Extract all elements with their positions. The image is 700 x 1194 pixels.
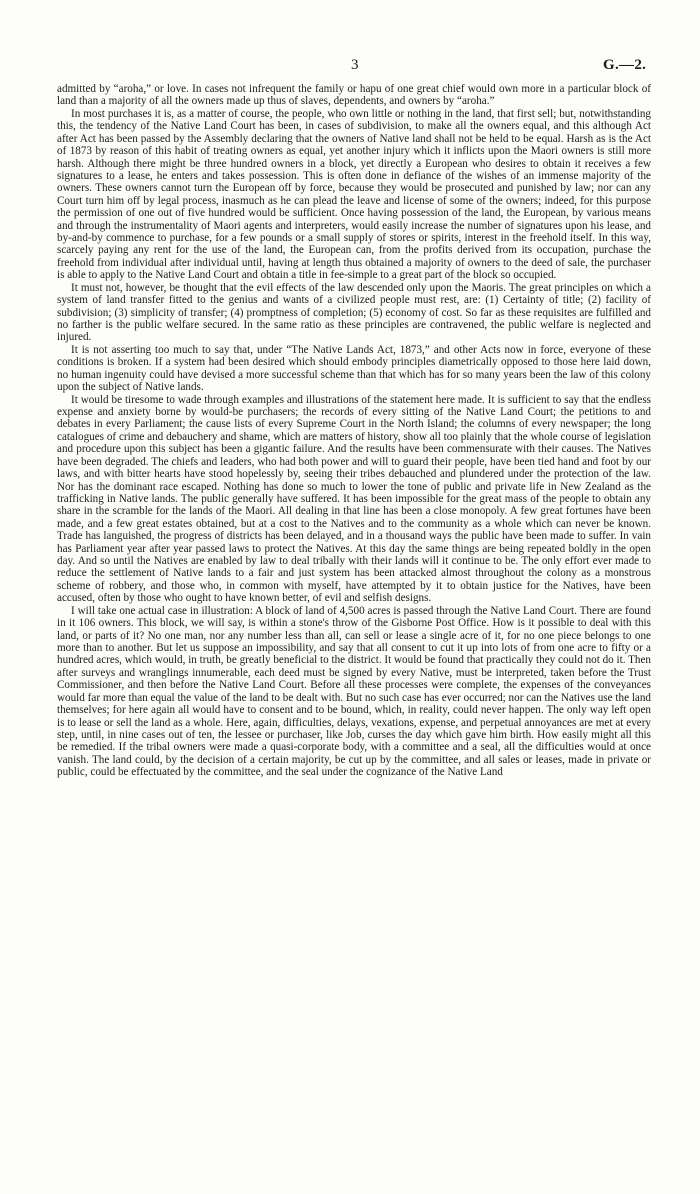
paragraph: In most purchases it is, as a matter of course, the people, who own little or nothing in the land, that first sell; but, notwithstanding this, the tendency of the Native Land Court has been, in cases of subdivision, to make all the owners equal, and this although Act after Act has been passed by the Assembly declaring that the owners of Native land shall not be held to be equal. Harsh as is the Act of 1873 by reason of this habit of treating owners as equal, yet another injury which it inflicts upon the Maori owners is still more harsh. Although there might be three hundred owners in a block, yet directly a European who desires to obtain it receives a few signatures to a lease, he enters and takes possession. This is often done in defiance of the wishes of an immense majority of the owners. These owners cannot turn the European off by force, because they would be prosecuted and punished by law; nor can any Court turn him off by legal process, inasmuch as he can plead the leave and license of some of the owners; indeed, for this purpose the permission of one out of five hundred would be sufficient. Once having possession of the land, the European, by various means and through the instrumentality of Maori agents and interpreters, would easily increase the number of signatures upon his lease, and by-and-by commence to purchase, for a few pounds or a small supply of stores or spirits, interest in the freehold itself. In this way, scarcely paying any rent for the use of the land, the European can, from the profits derived from its occupation, purchase the freehold from individual after individual until, having at length thus obtained a majority of owners to the deed of sale, the purchaser is able to apply to the Native Land Court and obtain a title in fee-simple to a great part of the block so occupied. [57, 107, 651, 282]
paragraph-continued: admitted by “aroha,” or love. In cases not infrequent the family or hapu of one great chief would own more in a particular block of land than a majority of all the owners made up thus of slaves, dependents, and owners by “aroha.” [57, 83, 651, 108]
paragraph: It would be tiresome to wade through examples and illustrations of the statement here made. It is sufficient to say that the endless expense and anxiety borne by would-be purchasers; the records of every sitting of the Native Land Court; the petitions to and debates in every Parliament; the cause lists of every Supreme Court in the North Island; the columns of every newspaper; the long catalogues of crime and debauchery and shame, which are matters of history, show all too plainly that the whole course of legislation and procedure upon this subject has been a gigantic failure. And the results have been commensurate with their causes. The Natives have been degraded. The chiefs and leaders, who had both power and will to guard their people, have been tied hand and foot by our laws, and with bitter hearts have stood hopelessly by, seeing their tribes debauched and plundered under the protection of the law. Nor has the dominant race escaped. Nothing has done so much to lower the tone of public and private life in New Zealand as the trafficking in Native lands. The public generally have suffered. It has been impossible for the great mass of the people to obtain any share in the scramble for the lands of the Maori. All dealing in that line has been a close monopoly. A few great fortunes have been made, and a few great estates obtained, but at a cost to the Natives and to the community as a whole which can never be known. Trade has languished, the progress of districts has been delayed, and in a thousand ways the public have been made to suffer. In vain has Parliament year after year passed laws to protect the Natives. At this day the same things are being repeated boldly in the open day. And so until the Natives are enabled by law to deal tribally with their lands will it continue to be. The only effort ever made to reduce the settlement of Native lands to a fair and just system has been attacked almost throughout the colony as a monstrous scheme of robbery, and those who, in common with myself, have attempted by it to obtain justice for the Natives, have been accused, often by those who ought to have known better, of evil and selfish designs. [57, 393, 651, 605]
page-header [0, 57, 700, 81]
paragraph: It is not asserting too much to say that, under “The Native Lands Act, 1873,” and other Acts now in force, everyone of these conditions is broken. If a system had been desired which should embody principles diametrically opposed to those here laid down, no human ingenuity could have devised a more successful scheme than that which has for so many years been the law of this colony upon the subject of Native lands. [57, 343, 651, 394]
body-text [57, 83, 651, 779]
paragraph: I will take one actual case in illustration: A block of land of 4,500 acres is passed through the Native Land Court. There are found in it 106 owners. This block, we will say, is within a stone's throw of the Gisborne Post Office. How is it possible to deal with this land, or parts of it? No one man, nor any number less than all, can sell or lease a single acre of it, for no one piece belongs to one more than to another. But let us suppose an impossibility, and say that all consent to cut it up into lots of from one acre to fifty or a hundred acres, which would, in truth, be greatly beneficial to the district. It would be found that practically they could not do it. Then after surveys and wranglings innumerable, each deed must be signed by every Native, must be interpreted, taken before the Trust Commissioner, and then before the Native Land Court. Before all these processes were complete, the expenses of the conveyances would far more than equal the value of the land to be dealt with. But no such case has ever occurred; nor can the Natives use the land themselves; for here again all would have to consent and to be bound, which, in reality, could never happen. The only way left open is to lease or sell the land as a whole. Here, again, difficulties, delays, vexations, expense, and perpetual annoyances are met at every step, until, in nine cases out of ten, the lessee or purchaser, like Job, curses the day which gave him birth. How easily might all this be remedied. If the tribal owners were made a quasi-corporate body, with a committee and a seal, all the difficulties would at once vanish. The land could, by the decision of a certain majority, be cut up by the committee, and all sales or leases, made in private or public, could be effectuated by the committee, and the seal under the cognizance of the Native Land [57, 604, 651, 779]
document-reference: G.—2. [603, 57, 647, 73]
page-number: 3 [351, 57, 359, 73]
paragraph: It must not, however, be thought that the evil effects of the law descended only upon the Maoris. The great principles on which a system of land transfer fitted to the genius and wants of a civilized people must rest, are: (1) Certainty of title; (2) facility of subdivision; (3) simplicity of transfer; (4) promptness of completion; (5) economy of cost. So far as these requisites are fulfilled and no farther is the public welfare secured. In the same ratio as these principles are contravened, the public welfare is neglected and injured. [57, 281, 651, 344]
